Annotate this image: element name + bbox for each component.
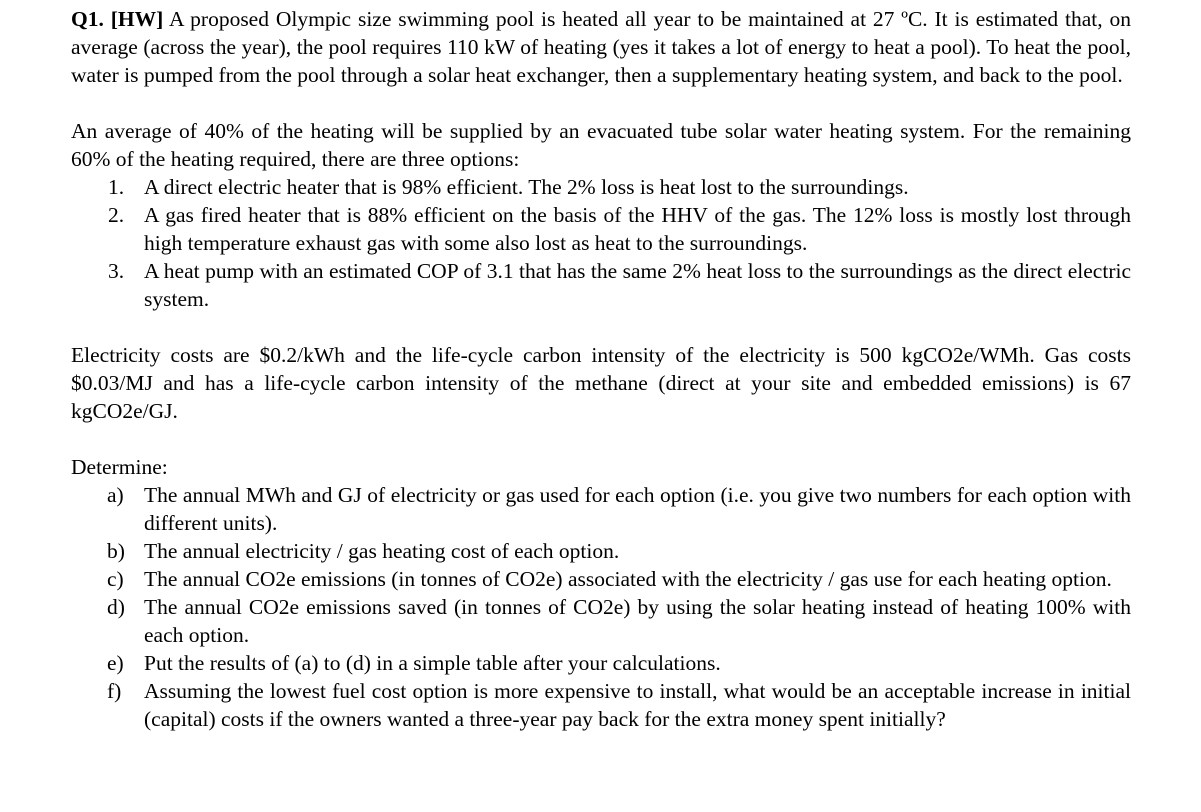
- tasks-list: [71, 481, 1131, 733]
- task-item: [71, 481, 1131, 537]
- paragraph-gap: [71, 313, 1131, 341]
- document-page: [71, 5, 1131, 733]
- task-item: [71, 537, 1131, 565]
- task-item: [71, 649, 1131, 677]
- heating-option-item: [71, 201, 1131, 257]
- task-item: [71, 593, 1131, 649]
- list-marker: a): [107, 483, 124, 507]
- heating-option-item: [71, 173, 1131, 201]
- heating-option-item: [71, 257, 1131, 313]
- determine-label: Determine:: [71, 455, 168, 479]
- list-marker: 2.: [108, 203, 125, 227]
- list-item-text: Put the results of (a) to (d) in a simple table after your calculations.: [144, 651, 721, 675]
- task-item: [71, 565, 1131, 593]
- list-item-text: The annual MWh and GJ of electricity or gas used for each option (i.e. you give two numbers for each option with different units).: [144, 483, 1131, 535]
- list-item-text: A heat pump with an estimated COP of 3.1 that has the same 2% heat loss to the surroundings as the direct electric system.: [144, 259, 1131, 311]
- list-marker: b): [107, 539, 125, 563]
- list-item-text: A direct electric heater that is 98% efficient. The 2% loss is heat lost to the surroundings.: [144, 175, 909, 199]
- list-item-text: A gas fired heater that is 88% efficient on the basis of the HHV of the gas. The 12% loss is mostly lost through high temperature exhaust gas with some also lost as heat to the surroundings.: [144, 203, 1131, 255]
- list-marker: f): [107, 679, 122, 703]
- list-marker: d): [107, 595, 125, 619]
- question-intro-paragraph: [71, 5, 1131, 89]
- heating-options-list: [71, 173, 1131, 313]
- list-item-text: The annual electricity / gas heating cost of each option.: [144, 539, 620, 563]
- paragraph-gap: [71, 425, 1131, 453]
- list-marker: 1.: [108, 175, 125, 199]
- list-marker: e): [107, 651, 124, 675]
- list-marker: 3.: [108, 259, 125, 283]
- list-item-text: The annual CO2e emissions (in tonnes of CO2e) associated with the electricity / gas use for each heating option.: [144, 567, 1112, 591]
- task-item: [71, 677, 1131, 733]
- list-marker: c): [107, 567, 124, 591]
- options-paragraph: An average of 40% of the heating will be supplied by an evacuated tube solar water heating system. For the remaining 60% of the heating required, there are three options:: [71, 119, 1131, 171]
- list-item-text: Assuming the lowest fuel cost option is more expensive to install, what would be an acceptable increase in initial (capital) costs if the owners wanted a three-year pay back for the extra money spent initially?: [144, 679, 1131, 731]
- question-intro-text: A proposed Olympic size swimming pool is heated all year to be maintained at 27 ºC. It is estimated that, on average (across the year), the pool requires 110 kW of heating (yes it takes a lot of energy to heat a pool). To heat the pool, water is pumped from the pool through a solar heat exchanger, then a supplementary heating system, and back to the pool.: [71, 7, 1131, 87]
- question-label: Q1. [HW]: [71, 7, 164, 31]
- costs-paragraph: Electricity costs are $0.2/kWh and the life-cycle carbon intensity of the electricity is 500 kgCO2e/WMh. Gas costs $0.03/MJ and has a life-cycle carbon intensity of the methane (direct at your site and embedded emissions) is 67 kgCO2e/GJ.: [71, 343, 1131, 423]
- list-item-text: The annual CO2e emissions saved (in tonnes of CO2e) by using the solar heating instead of heating 100% with each option.: [144, 595, 1131, 647]
- paragraph-gap: [71, 89, 1131, 117]
